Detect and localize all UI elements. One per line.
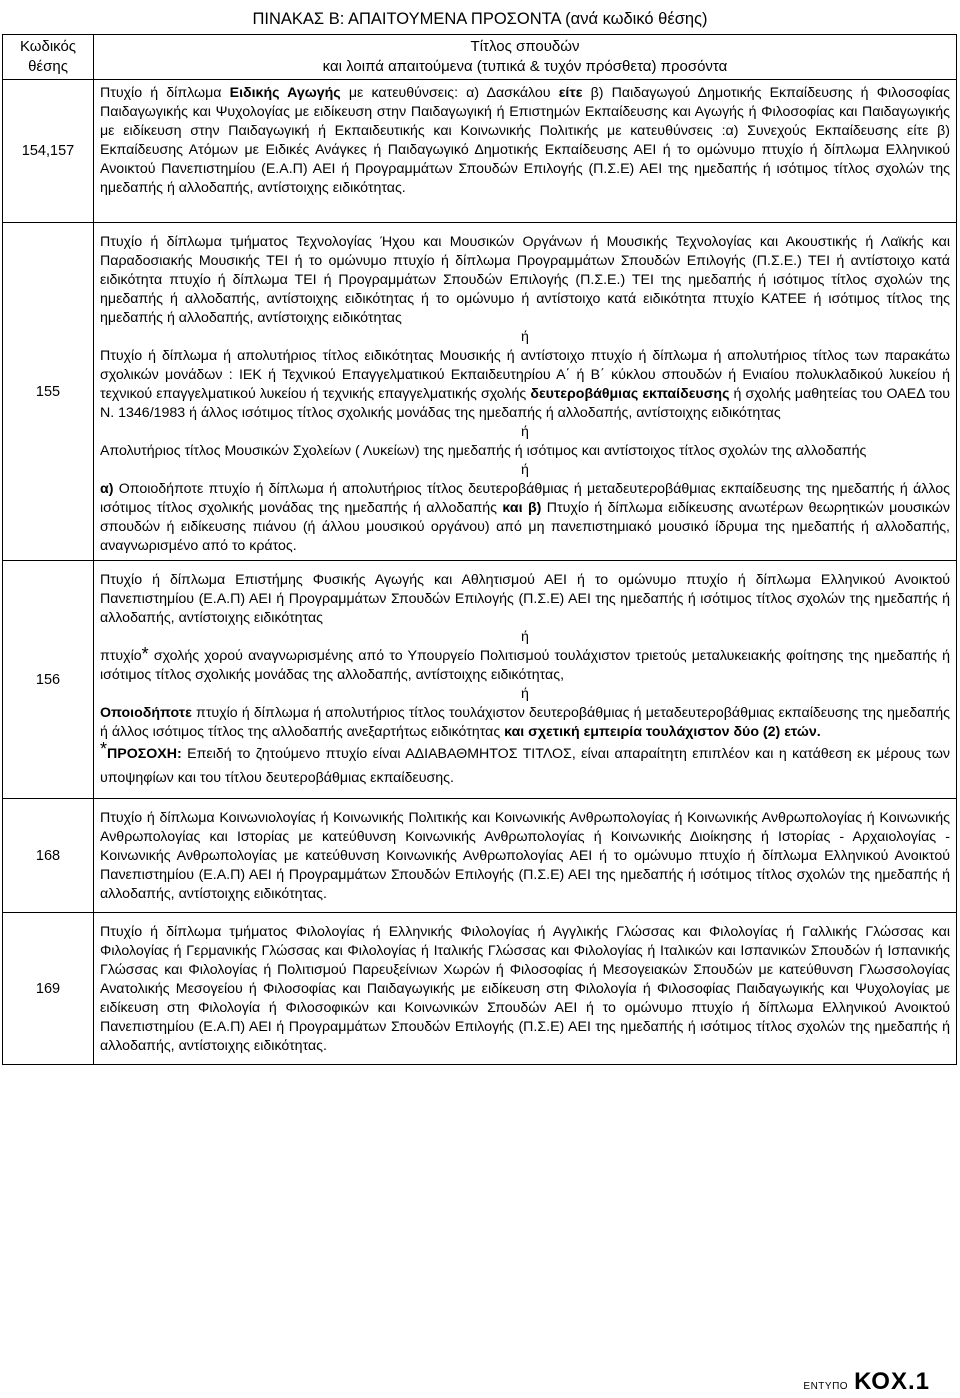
form-code-footer — [803, 1368, 930, 1396]
text-run: Πτυχίο ή δίπλωμα ή απολυτήριος τίτλος ειδικότητας Μουσικής ή αντίστοιχο πτυχίο ή δίπλωμα ή απολυτήριος τίτλος των παρακάτω σχολικών μονάδων : ΙΕΚ ή Τεχνικού Επαγγελματικού Εκπαιδευτηρίου Α΄ ή Β΄ κύκλου σπουδών ή Ενιαίου πολυκλαδικού λυκείου ή τεχνικού επαγγελματικού λυκείου ή τεχνικής επαγγελματικής σχολής — [100, 348, 950, 402]
table-row — [3, 223, 957, 561]
row-code: 169 — [3, 913, 94, 1065]
text-run: Επειδή το ζητούμενο πτυχίο είναι ΑΔΙΑΒΑΘΜΗΤΟΣ ΤΙΤΛΟΣ, είναι απαραίτητη επιπλέον και η κατάθεση εκ μέρους των υποψηφίων και του τίτλου δευτεροβάθμιας εκπαίδευσης. — [100, 746, 950, 786]
requirement-text: Πτυχίο ή δίπλωμα Επιστήμης Φυσικής Αγωγής και Αθλητισμού ΑΕΙ ή το ομώνυμο πτυχίο ή δίπλωμα Ελληνικού Ανοικτού Πανεπιστημίου (Ε.Α.Π) ΑΕΙ ή Προγραμμάτων Σπουδών Επιλογής (Π.Σ.Ε) ΑΕΙ της ημεδαπής ή ισότιμος τίτλος σχολών της ημεδαπής ή αλλοδαπής, αντίστοιχης ειδικότητας — [100, 572, 950, 626]
text-run: β) Παιδαγωγού Δημοτικής Εκπαίδευσης ή Φιλοσοφίας Παιδαγωγικής και Ψυχολογίας με ειδίκευση στην Παιδαγωγική ή Επιστημών Εκπαίδευσης και Αγωγής ή Φιλοσοφίας και Παιδαγωγικής με ειδίκευση στην Παιδαγωγική ή Εκπαιδευτικής και Κοινωνικής Πολιτικής με κατευθύνσεις :α) Συνεχούς Εκπαίδευσης είτε β) Εκπαίδευσης Ατόμων με Ειδικές Ανάγκες ή Παιδαγωγικό Δημοτικής Εκπαίδευσης ΑΕΙ ή το ομώνυμο πτυχίο ή δίπλωμα Ελληνικού Ανοικτού Πανεπιστημίου (Ε.Α.Π) ΑΕΙ ή Προγραμμάτων Σπουδών Επιλογής (Π.Σ.Ε) ΑΕΙ της ημεδαπής ή ισότιμος τίτλος σχολών της ημεδαπής ή αλλοδαπής, αντίστοιχης ειδικότητας. — [100, 85, 950, 196]
row-code: 155 — [3, 223, 94, 561]
text-run-bold: δευτεροβάθμιας εκπαίδευσης — [530, 386, 730, 402]
requirement-text: Πτυχίο ή δίπλωμα τμήματος Τεχνολογίας Ήχου και Μουσικών Οργάνων ή Μουσικής Τεχνολογίας και Ακουστικής ή Λαϊκής και Παραδοσιακής Μουσικής ΤΕΙ ή το ομώνυμο πτυχίο ή δίπλωμα Προγραμμάτων Σπουδών Επιλογής (Π.Σ.Ε.) ΤΕΙ ή αντίστοιχο κατά ειδικότητα πτυχίο ή δίπλωμα ΤΕΙ ή Προγραμμάτων Σπουδών Επιλογής (Π.Σ.Ε.) ΤΕΙ της ημεδαπής ή ισότιμος τίτλος σχολών της ημεδαπής ή αλλοδαπής, αντίστοιχης ειδικότητας ή το ομώνυμο ή αντίστοιχο κατά ειδικότητα πτυχίο ΚΑΤΕΕ ή ισότιμος τίτλος της ημεδαπής ή αλλοδαπής, αντίστοιχης ειδικότητας — [100, 234, 950, 326]
asterisk-mark: * — [100, 739, 108, 759]
text-run: σχολής χορού αναγνωρισμένης από το Υπουργείο Πολιτισμού τουλάχιστον τριετούς μεταλυκειακής φοίτησης της ημεδαπής ή ισότιμος τίτλος σχολικής μονάδας της αλλοδαπής, αντίστοιχης ειδικότητας, — [100, 648, 950, 683]
requirement-text — [100, 704, 950, 742]
or-separator: ή — [521, 424, 529, 440]
text-run-bold: είτε — [558, 85, 583, 101]
requirement-text — [100, 347, 950, 423]
text-run: Οποιοδήποτε πτυχίο ή δίπλωμα ή απολυτήριος τίτλος δευτεροβάθμιας ή μεταδευτεροβάθμιας εκπαίδευσης της ημεδαπής ή άλλος ισότιμος τίτλος σχολικής μονάδας της ημεδαπής ή αλλοδαπής — [100, 481, 950, 516]
or-separator: ή — [521, 462, 529, 478]
table-row — [3, 799, 957, 913]
form-code: ΚΟΧ.1 — [854, 1368, 930, 1395]
text-run: Πτυχίο ή δίπλωμα — [100, 85, 230, 101]
table-header-row — [3, 35, 957, 80]
requirement-text — [100, 644, 950, 685]
asterisk-mark: * — [141, 644, 149, 664]
form-label: ΕΝΤΥΠΟ — [803, 1381, 849, 1392]
text-run: ή σχολής μαθητείας του ΟΑΕΔ του Ν. 1346/1983 ή άλλος ισότιμος τίτλος σχολικής μονάδας της ημεδαπής ή αλλοδαπής, αντίστοιχης ειδικότητας — [100, 386, 951, 421]
text-run: πτυχίο ή δίπλωμα ή απολυτήριος τίτλος τουλάχιστον δευτεροβάθμιας ή μεταδευτεροβάθμιας εκπαίδευσης της ημεδαπής ή άλλος ισότιμος τίτλος της αλλοδαπής ανεξαρτήτως ειδικότητας — [100, 705, 950, 740]
or-separator: ή — [521, 329, 529, 345]
note-text — [100, 739, 950, 790]
row-code: 156 — [3, 561, 94, 799]
row-requirements — [94, 799, 957, 913]
text-run-bold: ΠΡΟΣΟΧΗ: — [107, 746, 182, 762]
header-title-line2: και λοιπά απαιτούμενα (τυπικά & τυχόν πρόσθετα) προσόντα — [322, 58, 728, 75]
requirement-text: Πτυχίο ή δίπλωμα τμήματος Φιλολογίας ή Ελληνικής Φιλολογίας ή Αγγλικής Γλώσσας και Φιλολογίας ή Γαλλικής Γλώσσας και Φιλολογίας ή Γερμανικής Γλώσσας και Φιλολογίας ή Ιταλικής Γλώσσας και Φιλολογίας ή Ιταλικών και Ισπανικών Σπουδών ή Ισπανικής Γλώσσας και Φιλολογίας ή Πολιτισμού Παρευξείνιων Χωρών ή Φιλοσοφίας ή Μεσογειακών Σπουδών με κατεύθυνση Γλωσσολογίας Ανατολικής Μεσογείου ή Φιλοσοφίας και Παιδαγωγικής με ειδίκευση στη Φιλολογία ή Φιλοσοφίας Παιδαγωγικής και Ψυχολογίας με ειδίκευση στη Φιλολογία ή Φιλοσοφικών και Κοινωνικών Σπουδών ΑΕΙ ή το ομώνυμο πτυχίο ή δίπλωμα Ελληνικού Ανοικτού Πανεπιστημίου (Ε.Α.Π) ΑΕΙ ή Προγραμμάτων Σπουδών Επιλογής (Π.Σ.Ε) ΑΕΙ της ημεδαπής ή ισότιμος τίτλος σχολών της ημεδαπής ή αλλοδαπής, αντίστοιχης ειδικότητας. — [100, 924, 950, 1054]
table-row — [3, 913, 957, 1065]
text-run: πτυχίο — [100, 648, 142, 664]
requirement-text — [100, 84, 950, 198]
text-run-bold: και β) — [502, 500, 542, 516]
or-separator: ή — [521, 629, 529, 645]
header-code-line2: θέσης — [28, 58, 68, 75]
row-requirements — [94, 561, 957, 799]
header-title-line1: Τίτλος σπουδών — [470, 38, 580, 55]
table-row — [3, 80, 957, 223]
requirement-text: Πτυχίο ή δίπλωμα Κοινωνιολογίας ή Κοινωνικής Πολιτικής και Κοινωνικής Ανθρωπολογίας ή Κοινωνικής Ανθρωπολογίας ή Κοινωνικής Ανθρωπολογίας και Ιστορίας με κατεύθυνση Κοινωνικής Ανθρωπολογίας ή Κοινωνικής Διοίκησης ή Ιστορίας - Αρχαιολογίας - Κοινωνικής Ανθρωπολογίας με κατεύθυνση Κοινωνικής Ανθρωπολογίας ΑΕΙ ή το ομώνυμο πτυχίο ή δίπλωμα Ελληνικού Ανοικτού Πανεπιστημίου (Ε.Α.Π) ΑΕΙ ή Προγραμμάτων Σπουδών Επιλογής (Π.Σ.Ε) ΑΕΙ της ημεδαπής ή ισότιμος τίτλος σχολών της ημεδαπής ή αλλοδαπής, αντίστοιχης ειδικότητας. — [100, 810, 950, 902]
text-run-bold: Ειδικής Αγωγής — [229, 85, 341, 101]
header-code-line1: Κωδικός — [19, 38, 77, 55]
or-separator: ή — [521, 686, 529, 702]
text-run: με κατευθύνσεις: α) Δασκάλου — [340, 85, 559, 101]
text-run-bold: και σχετική εμπειρία τουλάχιστον δύο (2) ετών. — [504, 724, 821, 740]
text-run-bold: α) — [100, 481, 114, 497]
text-run: Πτυχίο ή δίπλωμα ειδίκευσης ανωτέρων θεωρητικών μουσικών σπουδών ή ειδίκευσης πιάνου (ή άλλου μουσικού οργάνου) από μη πανεπιστημιακό μουσικό ίδρυμα της ημεδαπής ή αλλοδαπής, αναγνωρισμένο από το κράτος. — [100, 500, 950, 554]
table-row — [3, 561, 957, 799]
row-requirements — [94, 223, 957, 561]
row-requirements — [94, 80, 957, 223]
page-title: ΠΙΝΑΚΑΣ Β: ΑΠΑΙΤΟΥΜΕΝΑ ΠΡΟΣΟΝΤΑ (ανά κωδικό θέσης) — [252, 10, 708, 28]
row-requirements — [94, 913, 957, 1065]
row-code: 168 — [3, 799, 94, 913]
requirement-text: Απολυτήριος τίτλος Μουσικών Σχολείων ( Λυκείων) της ημεδαπής ή ισότιμος και αντίστοιχος τίτλος σχολών της αλλοδαπής — [100, 443, 867, 459]
header-title — [94, 35, 957, 80]
header-code — [3, 35, 94, 80]
text-run-bold: Οποιοδήποτε — [100, 705, 192, 721]
row-code: 154,157 — [3, 80, 94, 223]
requirements-table — [2, 34, 957, 1065]
requirement-text — [100, 480, 950, 556]
